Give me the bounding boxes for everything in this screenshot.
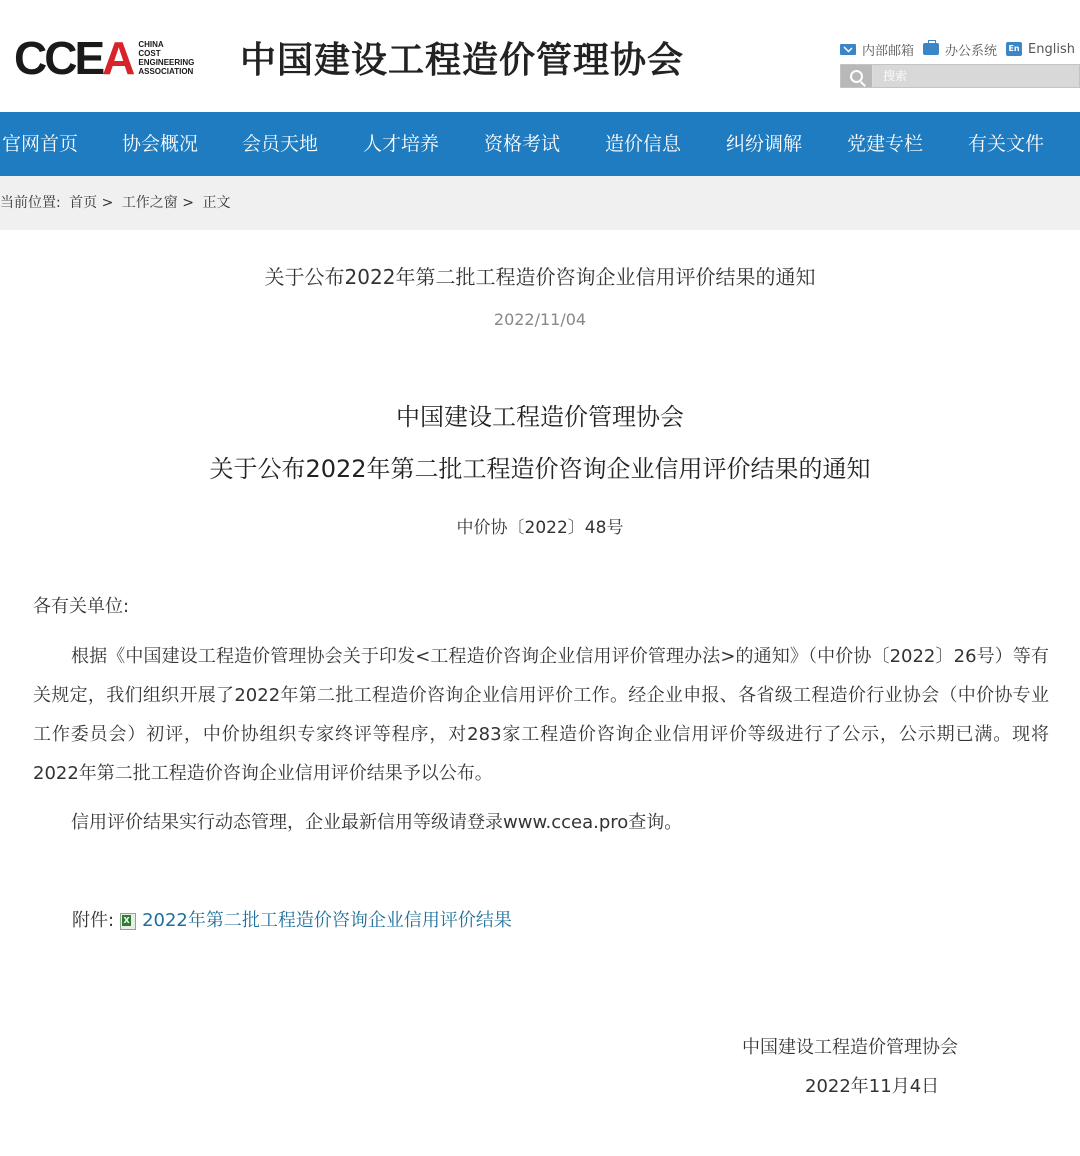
breadcrumb-work-window[interactable]: 工作之窗 > [121,195,194,211]
nav-item-about[interactable]: 协会概况 [122,133,199,155]
document-organization: 中国建设工程造价管理协会 [396,403,684,431]
nav-item-mediation[interactable]: 纠纷调解 [726,133,803,155]
breadcrumb [0,194,234,212]
search-icon [850,70,863,83]
top-link-label: 内部邮箱 [862,43,915,59]
top-link-label: English [1028,41,1075,57]
site-header [0,0,1080,112]
top-links [840,40,1080,58]
salutation: 各有关单位: [33,596,130,617]
document-number: 中价协〔2022〕48号 [456,518,624,538]
top-link-label: 办公系统 [945,43,998,59]
logo-en-line: ASSOCIATION [138,67,194,76]
nav-item-party[interactable]: 党建专栏 [847,133,924,155]
briefcase-icon [923,43,939,55]
document-title: 关于公布2022年第二批工程造价咨询企业信用评价结果的通知 [209,455,871,483]
top-link-mail[interactable] [840,40,914,59]
nav-item-members[interactable]: 会员天地 [242,133,319,155]
nav-item-documents[interactable]: 有关文件 [968,133,1045,155]
breadcrumb-prefix: 当前位置: [0,195,61,211]
breadcrumb-current: 正文 [202,195,231,211]
attachment-label: 附件: [72,910,115,931]
mail-icon [840,44,856,55]
nav-item-exams[interactable]: 资格考试 [484,133,561,155]
logo-english-name [138,40,198,76]
logo-en-line: COST [138,49,161,58]
signature-organization: 中国建设工程造价管理协会 [742,1037,958,1058]
body-paragraph: 信用评价结果实行动态管理，企业最新信用等级请登录www.ccea.pro查询。 [71,812,683,833]
logo-mark [14,32,133,84]
site-name: 中国建设工程造价管理协会 [240,40,685,81]
top-link-english[interactable] [1006,42,1075,57]
breadcrumb-home[interactable]: 首页 > [69,195,114,211]
signature-date: 2022年11月4日 [805,1076,940,1097]
nav-item-cost-info[interactable]: 造价信息 [605,133,682,155]
logo-text-cce: CCE [14,32,103,84]
body-paragraph: 根据《中国建设工程造价管理协会关于印发<工程造价咨询企业信用评价管理办法>的通知》（中价协〔2022〕26号）等有关规定，我们组织开展了2022年第二批工程造价咨询企业信用评价工作。经企业申报、各省级工程造价行业协会（中价协专业工作委员会）初评，中价协组织专家终评等程序，对283家工程造价咨询企业信用评价等级进行了公示，公示期已满。现将2022年第二批工程造价咨询企业信用评价结果予以公布。 [33,646,1049,784]
nav-item-training[interactable]: 人才培养 [363,133,440,155]
breadcrumb-bar [0,176,1080,230]
search-button[interactable] [841,65,873,87]
article-date: 2022/11/04 [493,310,587,329]
en-icon: En [1006,42,1022,56]
attachment-link[interactable]: 2022年第二批工程造价咨询企业信用评价结果 [142,910,512,931]
logo-en-line: ENGINEERING [138,58,195,67]
search-input[interactable] [873,65,1079,87]
top-link-office[interactable] [923,40,997,59]
excel-file-icon [120,913,136,930]
article-title: 关于公布2022年第二批工程造价咨询企业信用评价结果的通知 [264,265,816,289]
nav-item-home[interactable]: 官网首页 [2,133,79,155]
logo-en-line: CHINA [138,40,164,49]
attachment [72,907,512,935]
site-logo[interactable] [14,32,198,84]
logo-text-a: A [102,32,133,84]
main-nav [0,112,1080,176]
search-box [840,64,1080,88]
